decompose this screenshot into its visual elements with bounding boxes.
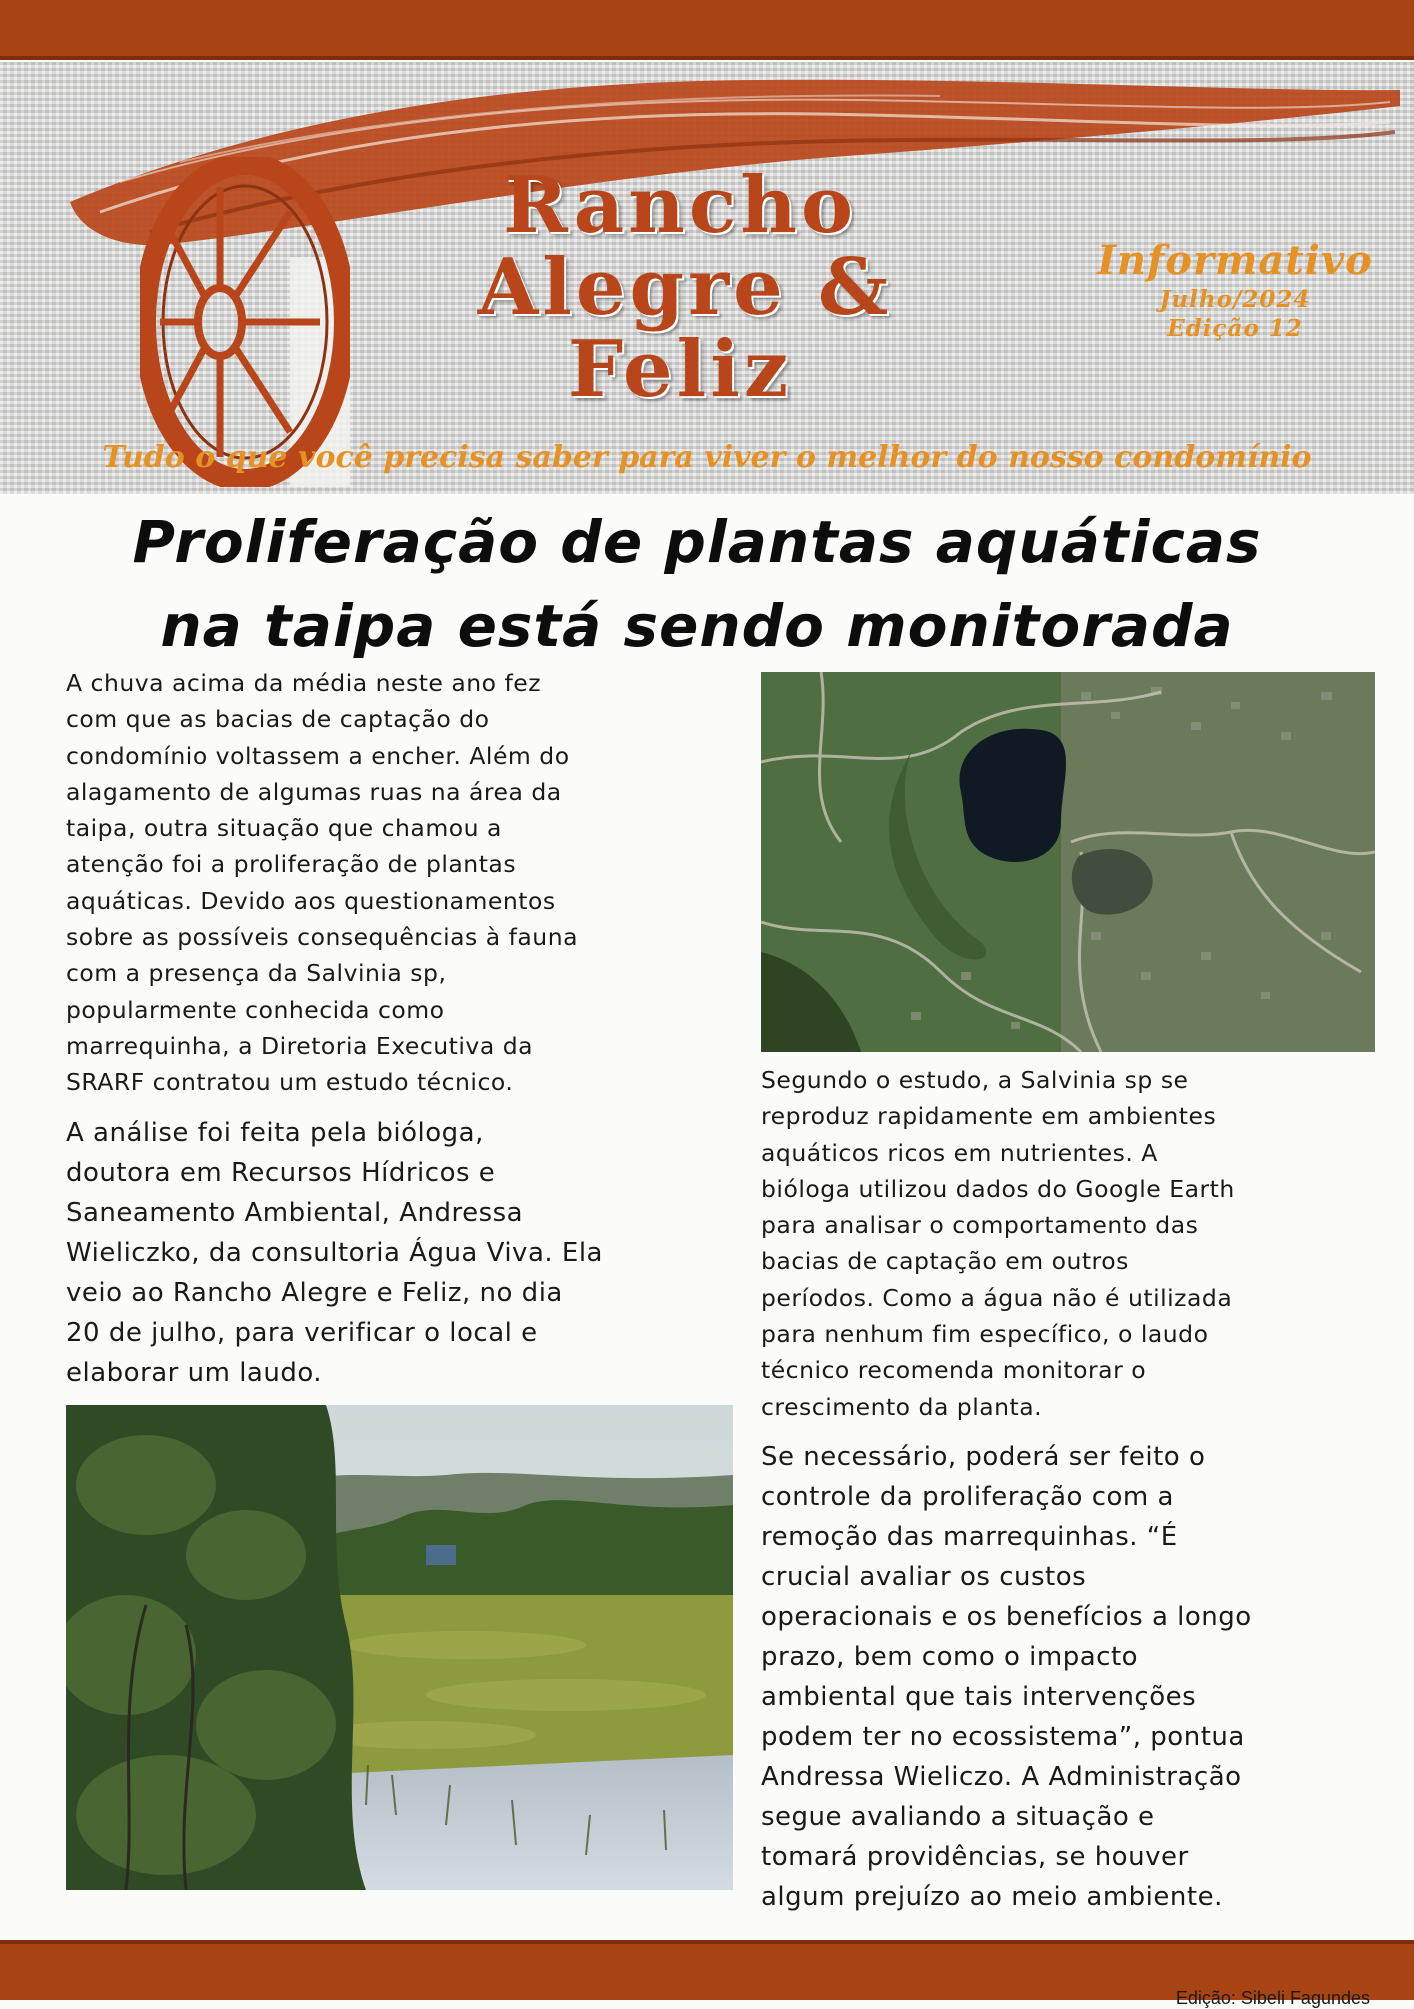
headline-line2: na taipa está sendo monitorada bbox=[160, 592, 1234, 660]
editor-credit: Edição: Sibeli Fagundes bbox=[1175, 1988, 1370, 2008]
text-line: doutora em Recursos Hídricos e bbox=[66, 1157, 496, 1188]
text-line: controle da proliferação com a bbox=[761, 1481, 1174, 1512]
text-line: popularmente conhecida como bbox=[66, 995, 445, 1024]
text-line: marrequinha, a Diretoria Executiva da bbox=[66, 1031, 534, 1060]
masthead-title-line2: Alegre & bbox=[477, 242, 893, 333]
masthead-banner bbox=[0, 62, 1414, 494]
masthead-title-line3: Feliz bbox=[567, 324, 793, 415]
text-line: operacionais e os benefícios a longo bbox=[761, 1601, 1252, 1632]
text-line: crescimento da planta. bbox=[761, 1392, 1043, 1421]
text-line: Se necessário, poderá ser feito o bbox=[761, 1441, 1206, 1472]
text-line: podem ter no ecossistema”, pontua bbox=[761, 1721, 1245, 1752]
text-line: sobre as possíveis consequências à fauna bbox=[66, 923, 578, 952]
left-paragraph-1 bbox=[66, 665, 731, 1101]
text-line: atenção foi a proliferação de plantas bbox=[66, 850, 517, 879]
text-line: crucial avaliar os custos bbox=[761, 1561, 1087, 1592]
text-line: algum prejuízo ao meio ambiente. bbox=[761, 1881, 1223, 1912]
text-line: para analisar o comportamento das bbox=[761, 1211, 1199, 1240]
text-line: aquáticas. Devido aos questionamentos bbox=[66, 886, 556, 915]
masthead-title-line1: Rancho bbox=[502, 160, 858, 251]
text-line: com a presença da Salvinia sp, bbox=[66, 959, 447, 988]
text-line: técnico recomenda monitorar o bbox=[761, 1356, 1147, 1385]
info-title: Informativo bbox=[1097, 237, 1373, 284]
bottom-bar-rule bbox=[0, 1940, 1414, 1944]
text-line: bacias de captação em outros bbox=[761, 1247, 1129, 1276]
text-line: prazo, bem como o impacto bbox=[761, 1641, 1139, 1672]
text-line: períodos. Como a água não é utilizada bbox=[761, 1283, 1233, 1312]
edition-info bbox=[1085, 237, 1385, 342]
satellite-photo bbox=[761, 672, 1375, 1052]
wagon-wheel-icon bbox=[140, 157, 350, 487]
text-line: bióloga utilizou dados do Google Earth bbox=[761, 1174, 1235, 1203]
headline-line1: Proliferação de plantas aquáticas bbox=[132, 508, 1262, 576]
text-line: aquáticos ricos em nutrientes. A bbox=[761, 1138, 1158, 1167]
text-line: A análise foi feita pela bióloga, bbox=[66, 1117, 484, 1148]
info-edition: Edição 12 bbox=[1167, 315, 1303, 342]
right-paragraph-1 bbox=[761, 1062, 1389, 1425]
text-line: reproduz rapidamente em ambientes bbox=[761, 1102, 1217, 1131]
left-paragraph-2 bbox=[66, 1113, 731, 1393]
top-bar-rule bbox=[0, 56, 1414, 60]
top-bar bbox=[0, 0, 1414, 60]
text-line: com que as bacias de captação do bbox=[66, 705, 490, 734]
text-line: alagamento de algumas ruas na área da bbox=[66, 777, 562, 806]
right-column bbox=[761, 1062, 1389, 1917]
text-line: A chuva acima da média neste ano fez bbox=[66, 669, 542, 697]
text-line: SRARF contratou um estudo técnico. bbox=[66, 1068, 514, 1097]
text-line: segue avaliando a situação e bbox=[761, 1801, 1155, 1832]
text-line: veio ao Rancho Alegre e Feliz, no dia bbox=[66, 1277, 563, 1308]
text-line: Segundo o estudo, a Salvinia sp se bbox=[761, 1066, 1189, 1094]
text-line: 20 de julho, para verificar o local e bbox=[66, 1317, 538, 1348]
masthead-tagline: Tudo o que você precisa saber para viver o melhor do nosso condomínio bbox=[102, 440, 1312, 475]
lake-photo bbox=[66, 1405, 733, 1890]
text-line: Saneamento Ambiental, Andressa bbox=[66, 1197, 524, 1228]
info-date: Julho/2024 bbox=[1159, 286, 1311, 313]
text-line: elaborar um laudo. bbox=[66, 1357, 323, 1388]
text-line: Wieliczko, da consultoria Água Viva. Ela bbox=[66, 1237, 603, 1268]
text-line: tomará providências, se houver bbox=[761, 1841, 1189, 1872]
left-column bbox=[66, 665, 731, 1393]
text-line: para nenhum fim específico, o laudo bbox=[761, 1320, 1209, 1349]
text-line: condomínio voltassem a encher. Além do bbox=[66, 741, 570, 770]
text-line: ambiental que tais intervenções bbox=[761, 1681, 1197, 1712]
text-line: Andressa Wieliczo. A Administração bbox=[761, 1761, 1242, 1792]
article-headline bbox=[40, 500, 1354, 668]
text-line: remoção das marrequinhas. “É bbox=[761, 1521, 1178, 1552]
text-line: taipa, outra situação que chamou a bbox=[66, 814, 502, 843]
right-paragraph-2 bbox=[761, 1437, 1389, 1917]
